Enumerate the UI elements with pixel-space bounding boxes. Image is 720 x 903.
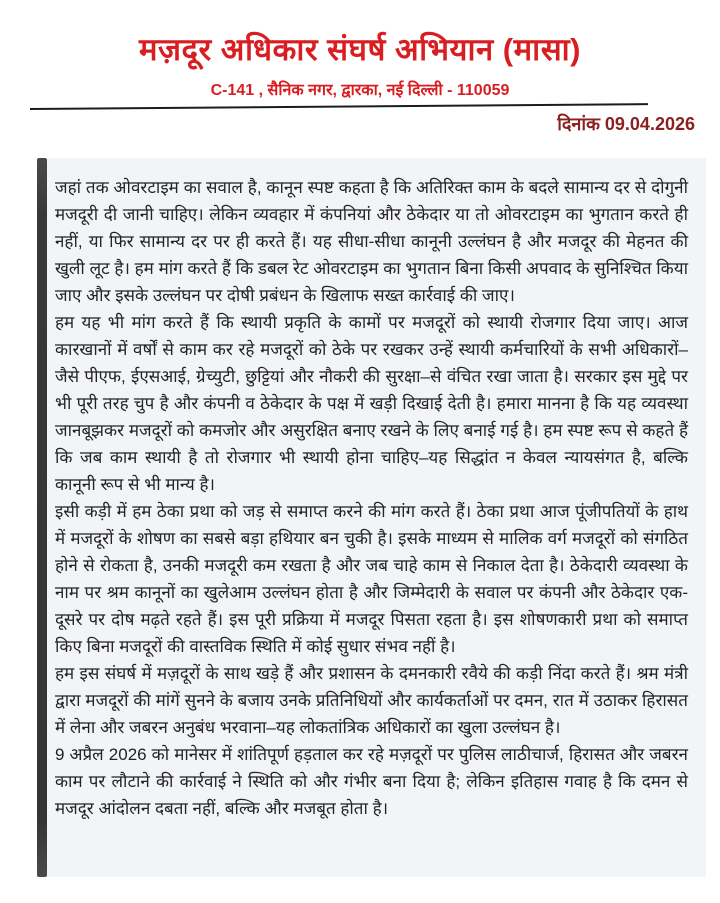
body-paragraph-strike-incident: 9 अप्रैल 2026 को मानेसर में शांतिपूर्ण हड़ताल कर रहे मज़दूरों पर पुलिस लाठीचार्ज, हिरासत और जबरन काम पर लौटाने की कार्रवाई ने स्थिति को और गंभीर बना दिया है; लेकिन इतिहास गवाह है कि दमन से मजदूर आंदोलन दबता नहीं, बल्कि और मजबूत होता है। <box>55 745 688 818</box>
organization-title: मज़दूर अधिकार संघर्ष अभियान (मासा) <box>138 32 582 67</box>
body-paragraph-repression: हम इस संघर्ष में मज़दूरों के साथ खड़े हैं और प्रशासन के दमनकारी रवैये की कड़ी निंदा करते हैं। श्रम मंत्री द्वारा मजदूरों की मांगें सुनने के बजाय उनके प्रतिनिधियों और कार्यकर्ताओं पर दमन, रात में उठाकर हिरासत में लेना और जबरन अनुबंध भरवाना–यह लोकतांत्रिक अधिकारों का खुला उल्लंघन है। <box>55 664 688 737</box>
body-paragraph-overtime: जहां तक ओवरटाइम का सवाल है, कानून स्पष्ट कहता है कि अतिरिक्त काम के बदले सामान्य दर से दोगुनी मजदूरी दी जानी चाहिए। लेकिन व्यवहार में कंपनियां और ठेकेदार या तो ओवरटाइम का भुगतान करते ही नहीं, या फिर सामान्य दर पर ही करते हैं। यह सीधा-सीधा कानूनी उल्लंघन है और मजदूर की मेहनत की खुली लूट है। हम मांग करते हैं कि डबल रेट ओवरटाइम का भुगतान बिना किसी अपवाद के सुनिश्चित किया जाए और इसके उल्लंघन पर दोषी प्रबंधन के खिलाफ सख्त कार्रवाई की जाए। <box>55 178 688 305</box>
organization-address: C-141 , सैनिक नगर, द्वारका, नई दिल्ली - 110059 <box>210 82 510 99</box>
letter-body <box>47 158 706 877</box>
body-paragraph-permanent-jobs: हम यह भी मांग करते हैं कि स्थायी प्रकृति के कामों पर मजदूरों को स्थायी रोजगार दिया जाए। आज कारखानों में वर्षों से काम कर रहे मजदूरों को ठेके पर रखकर उन्हें स्थायी कर्मचारियों के सभी अधिकारों–जैसे पीएफ, ईएसआई, ग्रेच्युटी, छुट्टियां और नौकरी की सुरक्षा–से वंचित रखा जाता है। सरकार इस मुद्दे पर भी पूरी तरह चुप है और कंपनी व ठेकेदार के पक्ष में खड़ी दिखाई देती है। हमारा मानना है कि यह व्यवस्था जानबूझकर मजदूरों को कमजोर और असुरक्षित बनाए रखने के लिए बनाई गई है। हम स्पष्ट रूप से कहते हैं कि जब काम स्थायी है तो रोजगार भी स्थायी होना चाहिए–यह सिद्धांत न केवल न्यायसंगत है, बल्कि कानूनी रूप से भी मान्य है। <box>55 313 688 494</box>
page-edge-shadow-bar <box>37 158 47 877</box>
date-line: दिनांक 09.04.2026 <box>557 114 695 134</box>
header-divider-line <box>30 103 648 110</box>
body-paragraph-contract-system: इसी कड़ी में हम ठेका प्रथा को जड़ से समाप्त करने की मांग करते हैं। ठेका प्रथा आज पूंजीपतियों के हाथ में मजदूरों के शोषण का सबसे बड़ा हथियार बन चुकी है। इसके माध्यम से मालिक वर्ग मजदूरों को संगठित होने से रोकता है, उनकी मजदूरी कम रखता है और जब चाहे काम से निकाल देता है। ठेकेदारी व्यवस्था के नाम पर श्रम कानूनों का खुलेआम उल्लंघन होता है और जिम्मेदारी के सवाल पर कंपनी और ठेकेदार एक-दूसरे पर दोष मढ़ते रहते हैं। इस पूरी प्रक्रिया में मजदूर पिसता रहता है। इस शोषणकारी प्रथा को समाप्त किए बिना मजदूरों की वास्तविक स्थिति में कोई सुधार संभव नहीं है। <box>55 502 688 656</box>
